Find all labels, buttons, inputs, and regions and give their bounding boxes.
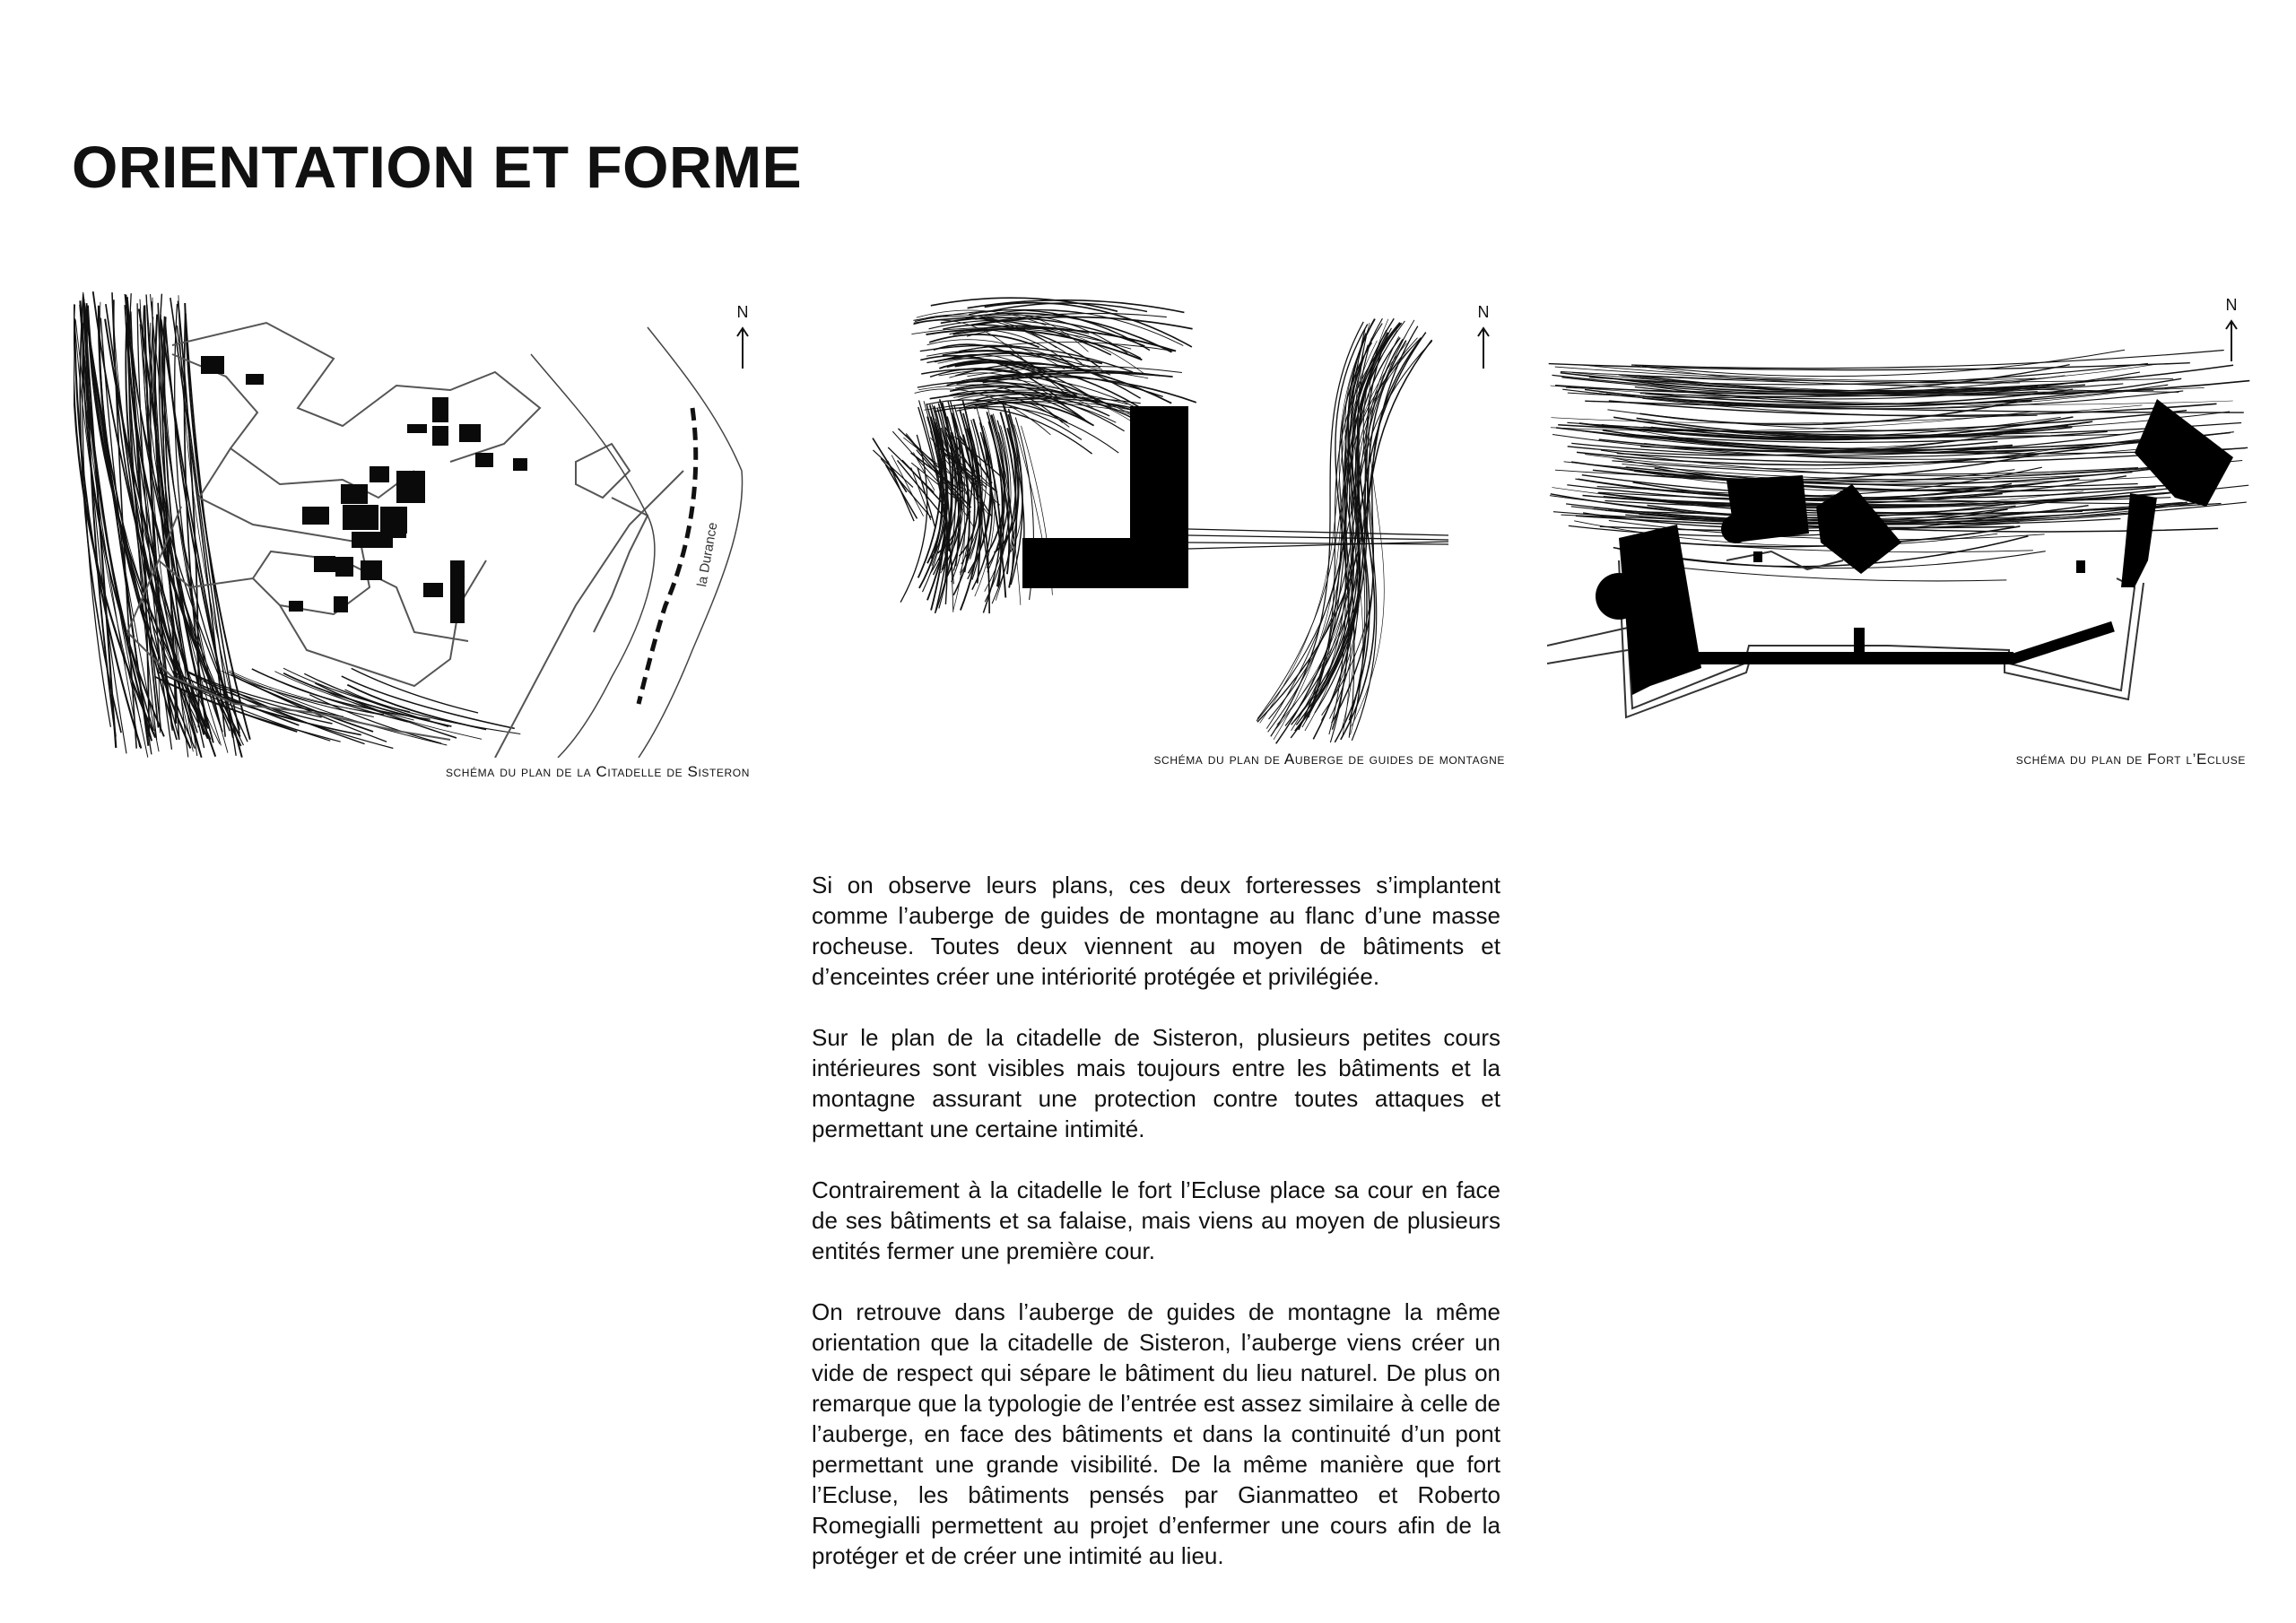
sisteron-buildings bbox=[201, 356, 527, 623]
body-text bbox=[812, 870, 1500, 1601]
auberge-plan-drawing bbox=[861, 291, 1507, 749]
river-label: la Durance bbox=[694, 521, 721, 588]
north-arrow-2 bbox=[1465, 303, 1501, 370]
north-arrow-icon bbox=[1474, 325, 1492, 370]
caption-auberge: schéma du plan de Auberge de guides de montagne bbox=[1153, 751, 1505, 768]
caption-sisteron: schéma du plan de la Citadelle de Sisteron bbox=[445, 763, 750, 780]
page-title: ORIENTATION ET FORME bbox=[72, 134, 803, 200]
north-arrow-icon bbox=[2222, 318, 2240, 363]
ecluse-plan-drawing bbox=[1547, 291, 2256, 740]
north-arrow-icon bbox=[734, 325, 752, 370]
auberge-bridge bbox=[1188, 529, 1448, 549]
auberge-building bbox=[1022, 406, 1188, 588]
paragraph-1: Si on observe leurs plans, ces deux forteresses s’implantent comme l’auberge de guides de montagne au flanc d’une masse rocheuse. Toutes deux viennent au moyen de bâtiments et d’enceintes créer une intériorité protégée et privilégiée. bbox=[812, 872, 1500, 990]
north-label: N bbox=[736, 303, 749, 321]
paragraph-3: Contrairement à la citadelle le fort l’Ecluse place sa cour en face de ses bâtiments et sa falaise, mais viens au moyen de plusieurs entités fermer une première cour. bbox=[812, 1176, 1500, 1264]
sisteron-rock-hatching bbox=[74, 291, 520, 758]
north-label: N bbox=[1477, 303, 1490, 321]
north-label: N bbox=[2225, 296, 2238, 314]
sisteron-plan-drawing bbox=[74, 291, 751, 758]
paragraph-2: Sur le plan de la citadelle de Sisteron, plusieurs petites cours intérieures sont visibles mais toujours entre les bâtiments et la montagne assurant une protection contre toutes attaques et permettant une certaine intimité. bbox=[812, 1024, 1500, 1142]
caption-ecluse: schéma du plan de Fort l’Ecluse bbox=[2015, 751, 2246, 768]
north-arrow-3 bbox=[2213, 296, 2249, 363]
paragraph-4: On retrouve dans l’auberge de guides de montagne la même orientation que la citadelle de Sisteron, l’auberge viens créer un vide de respect qui sépare le bâtiment du lieu naturel. De plus on remarque que la typologie de l’entrée est assez similaire à celle de l’auberge, en face des bâtiments et dans la continuité d’un pont permettant une grande visibilité. De la même manière que fort l’Ecluse, les bâtiments pensés par Gianmatteo et Roberto Romegialli permettent au projet d’enfermer une cours afin de la protéger et de créer une intimité au lieu. bbox=[812, 1298, 1500, 1569]
north-arrow-1 bbox=[725, 303, 761, 370]
